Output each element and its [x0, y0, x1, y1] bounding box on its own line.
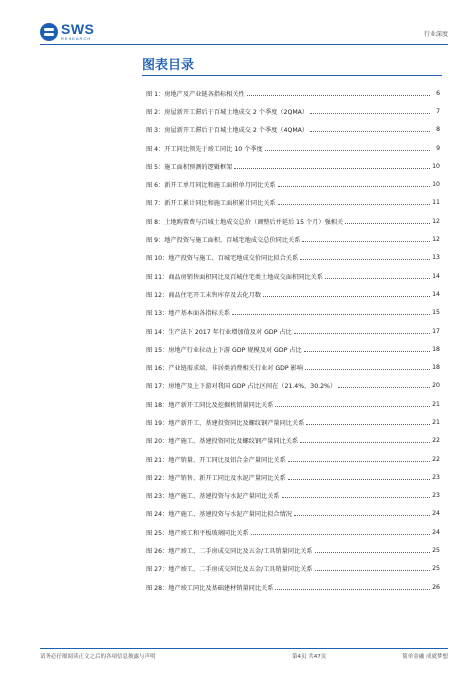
- sws-logo: [40, 22, 94, 41]
- toc-entry-label: 图 8：土地购置费与百城土地成交总价（调整后并延后 15 个月）强相关: [146, 218, 344, 226]
- toc-entry-label: 图 9：地产投资与施工面积、百城宅地成交总价同比关系: [146, 237, 301, 245]
- toc-entry[interactable]: [146, 468, 440, 486]
- toc-entry[interactable]: [146, 121, 440, 139]
- toc-entry-page: 21: [432, 418, 440, 426]
- page-number: 第4页 共47页: [292, 654, 327, 660]
- toc-entry-page: 7: [436, 107, 440, 115]
- toc-leader-dots: [251, 534, 430, 535]
- toc-entry[interactable]: [146, 487, 440, 505]
- toc-entry-label: 图 7：新开工累计同比和施工面积累计同比关系: [146, 200, 276, 208]
- toc-leader-dots: [263, 296, 430, 297]
- toc-entry[interactable]: [146, 523, 440, 541]
- toc-leader-dots: [315, 570, 430, 571]
- toc-entry-label: 图 23：地产施工、基建投资与水泥产量同比关系: [146, 493, 280, 501]
- toc-entry-page: 9: [436, 144, 440, 152]
- toc-entry-page: 18: [432, 364, 440, 372]
- toc-entry[interactable]: [146, 432, 440, 450]
- toc-entry-page: 12: [432, 217, 440, 225]
- footer-slogan: 简单金融 成就梦想: [402, 654, 448, 660]
- toc-entry-label: 图 25：地产竣工和平板玻璃同比关系: [146, 529, 249, 537]
- toc-entry[interactable]: [146, 267, 440, 285]
- toc-entry-page: 26: [432, 583, 440, 591]
- toc-leader-dots: [325, 278, 430, 279]
- toc-entry[interactable]: [146, 157, 440, 175]
- toc-entry-page: 25: [432, 565, 440, 573]
- toc-entry-page: 22: [432, 437, 440, 445]
- header-divider: [40, 44, 448, 45]
- toc-leader-dots: [288, 461, 430, 462]
- report-category: 行业深度: [423, 31, 448, 38]
- toc-entry[interactable]: [146, 175, 440, 193]
- toc-entry-label: 图 3：房屋新开工滞后于百城土地成交 2 个季度（4QMA）: [146, 127, 309, 135]
- footer-divider: [40, 648, 448, 649]
- toc-entry-label: 图 2：房屋新开工滞后于百城土地成交 2 个季度（2QMA）: [146, 108, 309, 116]
- toc-entry-page: 13: [432, 254, 440, 262]
- toc-entry-page: 12: [432, 236, 440, 244]
- toc-leader-dots: [345, 223, 430, 224]
- toc-entry[interactable]: [146, 194, 440, 212]
- toc-entry-label: 图 26：地产竣工、二手房成交同比及五金/工具销量同比关系: [146, 548, 313, 556]
- toc-entry[interactable]: [146, 285, 440, 303]
- toc-entry[interactable]: [146, 304, 440, 322]
- footer-disclaimer: 请务必仔细阅读正文之后的各项信息披露与声明: [40, 654, 156, 660]
- toc-entry-page: 14: [432, 290, 440, 298]
- figure-index: [146, 84, 440, 596]
- toc-entry-label: 图 6：新开工单月同比和施工面积单月同比关系: [146, 182, 276, 190]
- toc-entry-label: 图 19：地产新开工、基建投资同比及螺纹钢产量同比关系: [146, 419, 305, 427]
- toc-entry-page: 17: [432, 327, 440, 335]
- toc-entry[interactable]: [146, 395, 440, 413]
- toc-leader-dots: [310, 113, 430, 114]
- toc-title: 图表目录: [142, 58, 195, 73]
- toc-entry[interactable]: [146, 84, 440, 102]
- toc-entry-label: 图 15：房地产行业拉动上下游 GDP 规模及对 GDP 占比: [146, 346, 302, 354]
- toc-entry[interactable]: [146, 212, 440, 230]
- toc-leader-dots: [265, 150, 430, 151]
- toc-leader-dots: [302, 241, 430, 242]
- toc-entry[interactable]: [146, 139, 440, 157]
- toc-entry-page: 10: [432, 181, 440, 189]
- toc-entry[interactable]: [146, 578, 440, 596]
- toc-leader-dots: [275, 406, 430, 407]
- toc-entry-label: 图 18：地产新开工同比及挖掘机销量同比关系: [146, 401, 274, 409]
- toc-leader-dots: [232, 314, 430, 315]
- toc-leader-dots: [275, 589, 430, 590]
- toc-entry-page: 6: [436, 89, 440, 97]
- toc-entry[interactable]: [146, 102, 440, 120]
- page-header: [40, 22, 448, 46]
- toc-leader-dots: [234, 168, 430, 169]
- toc-entry-page: 22: [432, 455, 440, 463]
- toc-entry-page: 11: [432, 199, 440, 207]
- toc-entry-page: 18: [432, 345, 440, 353]
- toc-entry-label: 图 24：地产施工、基建投资与水泥产量同比拟合情况: [146, 511, 292, 519]
- toc-entry-label: 图 27：地产竣工、二手房成交同比及五金/工具销量同比关系: [146, 566, 313, 574]
- toc-entry-page: 15: [432, 309, 440, 317]
- logo-text: SWS: [61, 21, 95, 37]
- toc-entry[interactable]: [146, 413, 440, 431]
- toc-entry-page: 24: [432, 528, 440, 536]
- toc-entry-label: 图 4：开工同比领先于竣工同比 10 个季度: [146, 145, 263, 153]
- toc-entry-page: 8: [436, 126, 440, 134]
- toc-entry[interactable]: [146, 322, 440, 340]
- toc-leader-dots: [294, 333, 430, 334]
- toc-entry-label: 图 11：商品房销售面积同比及百城住宅类土地成交面积同比关系: [146, 273, 323, 281]
- toc-entry-label: 图 20：地产施工、基建投资同比及螺纹钢产量同比关系: [146, 438, 299, 446]
- title-divider: [142, 75, 442, 76]
- toc-entry-label: 图 1：房地产及产业链各指标相关性: [146, 90, 245, 98]
- toc-leader-dots: [294, 515, 430, 516]
- toc-leader-dots: [306, 424, 430, 425]
- toc-entry[interactable]: [146, 505, 440, 523]
- toc-title-bar: [142, 54, 442, 76]
- toc-leader-dots: [278, 204, 430, 205]
- toc-entry[interactable]: [146, 340, 440, 358]
- toc-leader-dots: [247, 95, 430, 96]
- toc-leader-dots: [338, 387, 430, 388]
- toc-entry[interactable]: [146, 560, 440, 578]
- logo-subtext: RESEARCH: [61, 36, 92, 41]
- toc-leader-dots: [288, 479, 430, 480]
- logo-icon: [40, 23, 58, 41]
- toc-entry[interactable]: [146, 249, 440, 267]
- toc-entry-page: 24: [432, 510, 440, 518]
- toc-leader-dots: [305, 369, 430, 370]
- toc-leader-dots: [315, 552, 430, 553]
- toc-entry-page: 25: [432, 547, 440, 555]
- toc-entry-page: 10: [432, 162, 440, 170]
- toc-entry[interactable]: [146, 358, 440, 376]
- toc-entry[interactable]: [146, 230, 440, 248]
- toc-entry-page: 20: [432, 382, 440, 390]
- toc-entry-label: 图 16：产业链需求端、非居类消费相关行业对 GDP 影响: [146, 365, 304, 373]
- toc-leader-dots: [304, 351, 430, 352]
- toc-leader-dots: [300, 442, 430, 443]
- toc-entry-label: 图 10：地产投资与施工、百城宅地成交价同比拟合关系: [146, 255, 299, 263]
- toc-entry-page: 21: [432, 400, 440, 408]
- toc-entry-page: 14: [432, 272, 440, 280]
- toc-entry-label: 图 13：地产基本面各指标关系: [146, 310, 231, 318]
- toc-entry-label: 图 14：生产法下 2017 年行业增加值及对 GDP 占比: [146, 328, 292, 336]
- toc-entry[interactable]: [146, 541, 440, 559]
- toc-entry-label: 图 22：地产销售、新开工同比及水泥产量同比关系: [146, 474, 286, 482]
- toc-entry-label: 图 12：商品住宅开工未售库存及去化月数: [146, 291, 262, 299]
- toc-entry[interactable]: [146, 450, 440, 468]
- toc-entry-label: 图 28：地产竣工同比及基础建材销量同比关系: [146, 584, 274, 592]
- toc-entry-page: 23: [432, 492, 440, 500]
- toc-leader-dots: [278, 186, 430, 187]
- toc-entry-label: 图 17：房地产及上下游对我国 GDP 占比区间在（21.4%，30.2%）: [146, 383, 337, 391]
- toc-entry-label: 图 21：地产销量、开工同比及铝合金产量同比关系: [146, 456, 286, 464]
- toc-leader-dots: [282, 497, 430, 498]
- toc-entry[interactable]: [146, 377, 440, 395]
- toc-entry-label: 图 5：施工面积预测的逻辑框架: [146, 163, 233, 171]
- toc-leader-dots: [310, 131, 430, 132]
- toc-leader-dots: [300, 259, 430, 260]
- page-footer: [40, 652, 448, 662]
- toc-entry-page: 23: [432, 473, 440, 481]
